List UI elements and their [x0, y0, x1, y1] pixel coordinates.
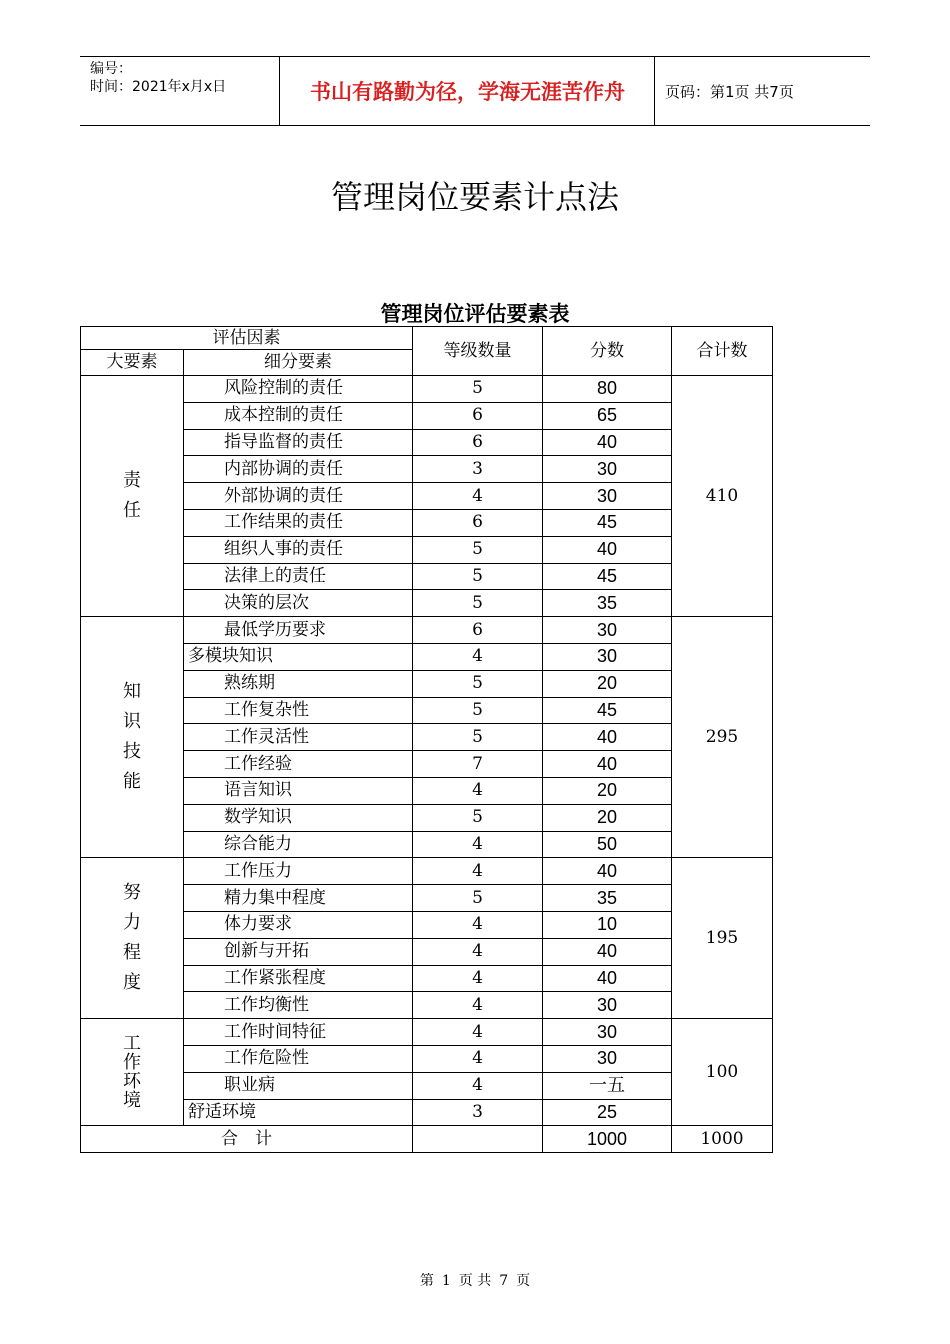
table-row	[81, 402, 773, 429]
table-row	[81, 911, 773, 938]
score-cell: 40	[543, 536, 672, 563]
table-row	[81, 777, 773, 804]
levels-cell: 4	[413, 483, 543, 510]
sub-factor-cell: 创新与开拓	[184, 938, 413, 965]
major-factor-char: 环	[123, 1071, 141, 1093]
levels-cell: 5	[413, 804, 543, 831]
score-cell: 80	[543, 376, 672, 403]
score-cell: 45	[543, 563, 672, 590]
header-row-top	[81, 327, 773, 350]
page-header	[80, 56, 870, 126]
major-factor-char: 能	[123, 771, 141, 793]
major-factor-cell	[81, 858, 184, 1019]
levels-cell: 4	[413, 777, 543, 804]
sub-header: 细分要素	[184, 350, 413, 376]
sub-factor-cell: 决策的层次	[184, 590, 413, 617]
sub-factor-cell: 精力集中程度	[184, 885, 413, 912]
levels-cell: 4	[413, 938, 543, 965]
sub-factor-cell: 风险控制的责任	[184, 376, 413, 403]
major-factor-char: 度	[123, 972, 141, 994]
table-row	[81, 509, 773, 536]
sub-factor-cell: 工作结果的责任	[184, 509, 413, 536]
score-cell: 40	[543, 965, 672, 992]
table-row	[81, 724, 773, 751]
table-row	[81, 643, 773, 670]
sub-factor-cell: 舒适环境	[184, 1099, 413, 1126]
serial-label: 编号：	[90, 61, 132, 77]
table-row	[81, 1045, 773, 1072]
table-row	[81, 1072, 773, 1099]
header-motto: 书山有路勤为径，学海无涯苦作舟	[281, 57, 655, 125]
grand-total-label: 合 计	[81, 1126, 413, 1153]
sub-factor-cell: 工作时间特征	[184, 1019, 413, 1046]
score-cell: 30	[543, 992, 672, 1019]
header-page-info: 页码：第1页 共7页	[665, 82, 794, 101]
table-row	[81, 429, 773, 456]
footer-post: 页	[516, 1273, 531, 1289]
sub-factor-cell: 工作均衡性	[184, 992, 413, 1019]
major-factor-char: 力	[123, 912, 141, 934]
score-cell: 40	[543, 751, 672, 778]
score-cell: 65	[543, 402, 672, 429]
grand-total-sum: 1000	[672, 1126, 773, 1153]
major-factor-char: 识	[123, 711, 141, 733]
major-factor-char: 技	[123, 741, 141, 763]
score-cell: 40	[543, 724, 672, 751]
group-total-cell: 195	[672, 858, 773, 1019]
score-cell: 40	[543, 429, 672, 456]
table-row	[81, 670, 773, 697]
levels-cell: 5	[413, 885, 543, 912]
evaluation-table	[80, 326, 773, 1153]
score-cell: 10	[543, 911, 672, 938]
table-row	[81, 751, 773, 778]
table-row	[81, 617, 773, 644]
header-meta	[80, 57, 280, 125]
table-row	[81, 965, 773, 992]
table-row	[81, 536, 773, 563]
sub-factor-cell: 组织人事的责任	[184, 536, 413, 563]
score-cell: 20	[543, 670, 672, 697]
score-cell: 20	[543, 804, 672, 831]
major-factor-char: 任	[123, 500, 141, 522]
levels-header: 等级数量	[413, 327, 543, 376]
score-cell: 35	[543, 885, 672, 912]
score-cell: 40	[543, 858, 672, 885]
major-header: 大要素	[81, 350, 184, 376]
factors-header: 评估因素	[81, 327, 413, 350]
sub-factor-cell: 工作经验	[184, 751, 413, 778]
major-factor-cell	[81, 617, 184, 858]
sub-factor-cell: 工作紧张程度	[184, 965, 413, 992]
table-row	[81, 376, 773, 403]
sub-factor-cell: 多模块知识	[184, 643, 413, 670]
table-row	[81, 590, 773, 617]
sub-factor-cell: 最低学历要求	[184, 617, 413, 644]
page-footer	[0, 1270, 950, 1290]
table-row	[81, 938, 773, 965]
levels-cell: 4	[413, 643, 543, 670]
sub-factor-cell: 体力要求	[184, 911, 413, 938]
levels-cell: 6	[413, 509, 543, 536]
levels-cell: 3	[413, 456, 543, 483]
major-factor-cell	[81, 376, 184, 617]
score-header: 分数	[543, 327, 672, 376]
levels-cell: 5	[413, 670, 543, 697]
footer-mid: 页 共	[458, 1273, 492, 1289]
footer-page: 1	[441, 1273, 451, 1289]
levels-cell: 4	[413, 831, 543, 858]
sub-factor-cell: 工作压力	[184, 858, 413, 885]
sub-factor-cell: 综合能力	[184, 831, 413, 858]
grand-total-score: 1000	[543, 1126, 672, 1153]
levels-cell: 4	[413, 911, 543, 938]
score-cell: 30	[543, 643, 672, 670]
score-cell: 30	[543, 1019, 672, 1046]
levels-cell: 6	[413, 429, 543, 456]
score-cell: 30	[543, 456, 672, 483]
levels-cell: 5	[413, 376, 543, 403]
grand-total-levels	[413, 1126, 543, 1153]
score-cell: 50	[543, 831, 672, 858]
levels-cell: 5	[413, 697, 543, 724]
sub-factor-cell: 外部协调的责任	[184, 483, 413, 510]
sub-factor-cell: 工作复杂性	[184, 697, 413, 724]
levels-cell: 5	[413, 590, 543, 617]
levels-cell: 4	[413, 858, 543, 885]
table-row	[81, 804, 773, 831]
sub-factor-cell: 内部协调的责任	[184, 456, 413, 483]
sub-factor-cell: 成本控制的责任	[184, 402, 413, 429]
total-header: 合计数	[672, 327, 773, 376]
score-cell: 45	[543, 697, 672, 724]
table-row	[81, 992, 773, 1019]
sub-factor-cell: 工作灵活性	[184, 724, 413, 751]
score-cell: 45	[543, 509, 672, 536]
score-cell: 30	[543, 1045, 672, 1072]
sub-factor-cell: 指导监督的责任	[184, 429, 413, 456]
score-cell: 40	[543, 938, 672, 965]
table-row	[81, 456, 773, 483]
sub-factor-cell: 语言知识	[184, 777, 413, 804]
table-row	[81, 885, 773, 912]
footer-pages: 7	[499, 1273, 509, 1289]
levels-cell: 5	[413, 563, 543, 590]
levels-cell: 3	[413, 1099, 543, 1126]
score-cell: 30	[543, 617, 672, 644]
major-factor-char: 责	[123, 470, 141, 492]
major-factor-char: 知	[123, 681, 141, 703]
major-factor-cell	[81, 1019, 184, 1126]
levels-cell: 4	[413, 965, 543, 992]
sub-factor-cell: 职业病	[184, 1072, 413, 1099]
sub-factor-cell: 数学知识	[184, 804, 413, 831]
major-factor-char: 努	[123, 882, 141, 904]
table-row	[81, 1099, 773, 1126]
levels-cell: 4	[413, 1045, 543, 1072]
grand-total-row	[81, 1126, 773, 1153]
major-factor-char: 工	[123, 1033, 141, 1055]
time-label: 时间：2021年x月x日	[90, 79, 227, 95]
score-cell: 25	[543, 1099, 672, 1126]
group-total-cell: 100	[672, 1019, 773, 1126]
levels-cell: 4	[413, 992, 543, 1019]
levels-cell: 6	[413, 617, 543, 644]
table-title: 管理岗位评估要素表	[380, 302, 570, 326]
score-cell: 一五	[543, 1072, 672, 1099]
major-factor-char: 作	[123, 1052, 141, 1074]
levels-cell: 7	[413, 751, 543, 778]
score-cell: 35	[543, 590, 672, 617]
sub-factor-cell: 熟练期	[184, 670, 413, 697]
levels-cell: 4	[413, 1072, 543, 1099]
table-row	[81, 483, 773, 510]
table-row	[81, 858, 773, 885]
table-row	[81, 831, 773, 858]
levels-cell: 5	[413, 724, 543, 751]
major-factor-char: 境	[123, 1090, 141, 1112]
major-factor-char: 程	[123, 942, 141, 964]
levels-cell: 5	[413, 536, 543, 563]
document-title: 管理岗位要素计点法	[330, 178, 619, 216]
score-cell: 20	[543, 777, 672, 804]
group-total-cell: 295	[672, 617, 773, 858]
table-row	[81, 1019, 773, 1046]
group-total-cell: 410	[672, 376, 773, 617]
table-row	[81, 563, 773, 590]
levels-cell: 4	[413, 1019, 543, 1046]
sub-factor-cell: 法律上的责任	[184, 563, 413, 590]
sub-factor-cell: 工作危险性	[184, 1045, 413, 1072]
levels-cell: 6	[413, 402, 543, 429]
table-row	[81, 697, 773, 724]
footer-pre: 第	[419, 1273, 434, 1289]
score-cell: 30	[543, 483, 672, 510]
